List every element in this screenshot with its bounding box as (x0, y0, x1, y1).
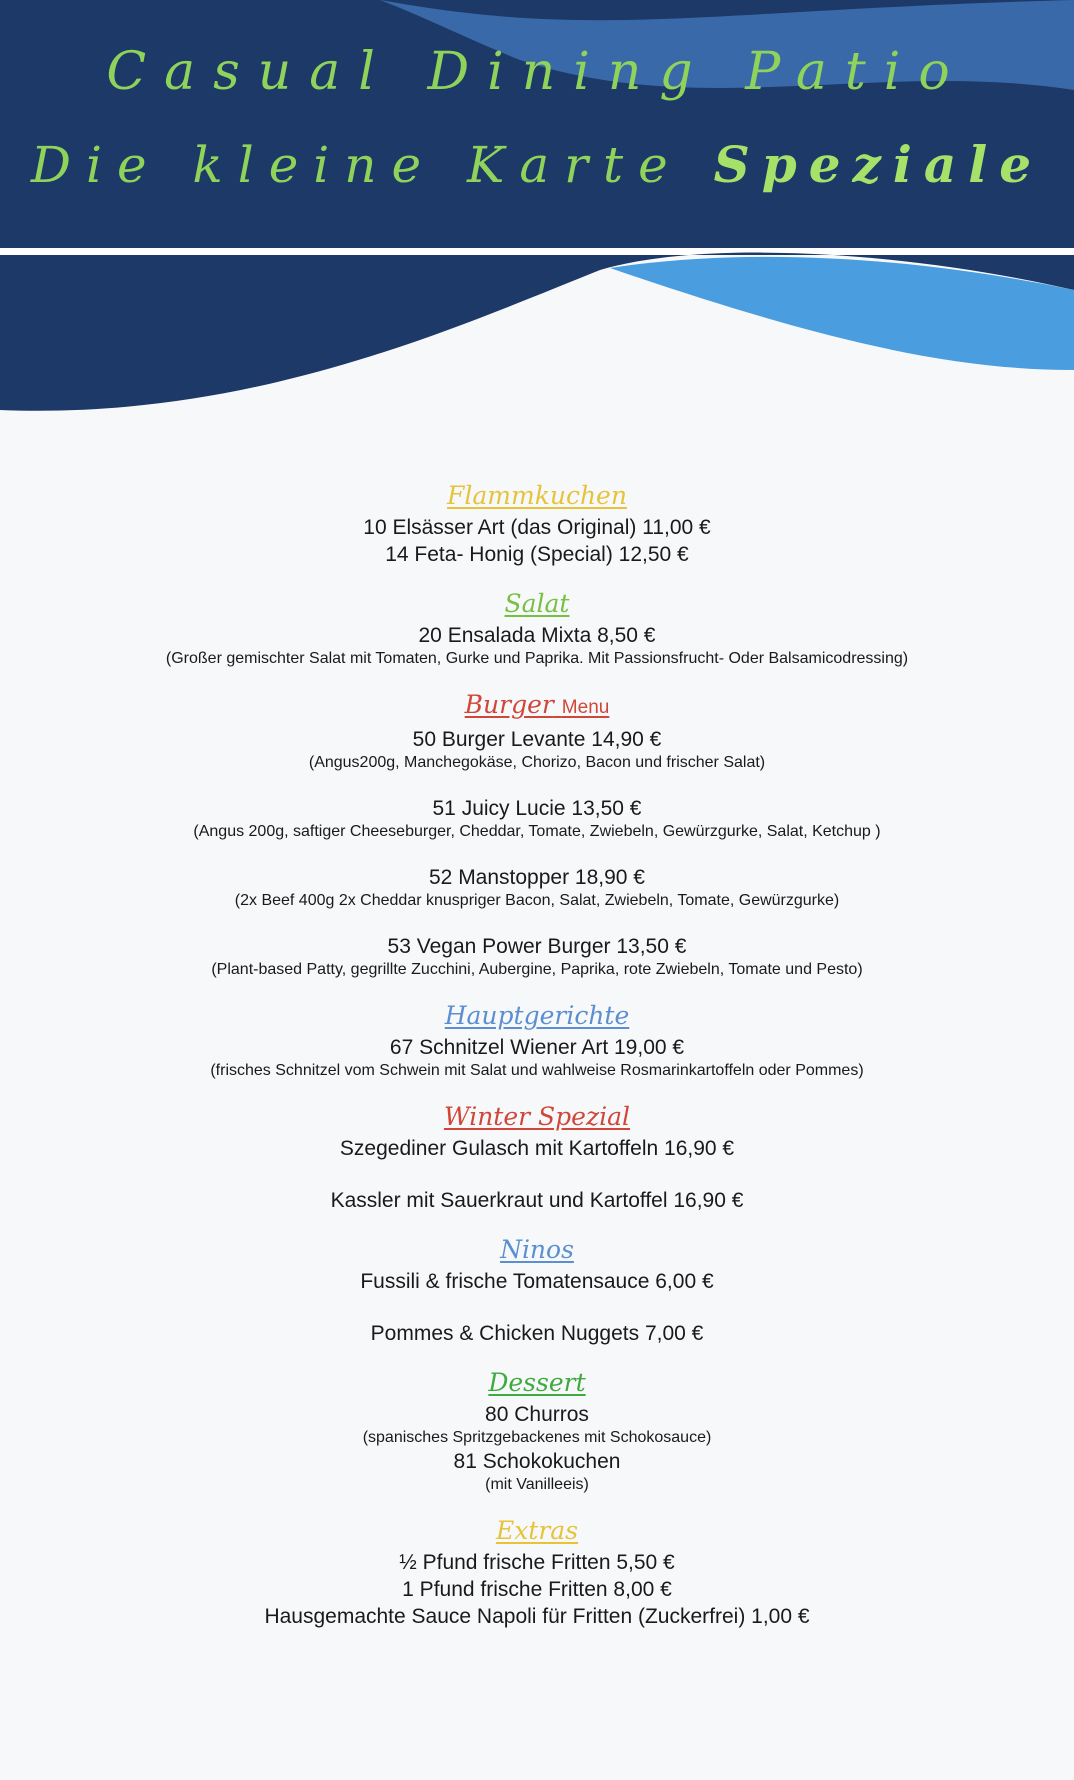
menu-item: Hausgemachte Sauce Napoli für Fritten (Zuckerfrei) 1,00 € (264, 1605, 810, 1628)
menu-header (0, 0, 1074, 430)
section-hauptgerichte (0, 980, 1074, 1081)
section-burger (0, 669, 1074, 980)
menu-subtitle-highlight: Speziale (713, 135, 1044, 194)
menu-item: 81 Schokokuchen (453, 1450, 621, 1473)
section-title-ninos: Ninos (500, 1235, 574, 1264)
section-title-hauptgerichte: Hauptgerichte (444, 1001, 630, 1030)
section-title-extras: Extras (495, 1516, 579, 1545)
section-title-dessert: Dessert (488, 1368, 586, 1397)
restaurant-name: Casual Dining Patio (106, 42, 968, 102)
menu-item: 80 Churros (485, 1403, 589, 1426)
menu-item-description: (Angus200g, Manchegokäse, Chorizo, Bacon und frischer Salat) (308, 754, 766, 771)
section-ninos (0, 1214, 1074, 1347)
section-title-burger (465, 687, 610, 726)
menu-item: Kassler mit Sauerkraut und Kartoffel 16,90 € (330, 1189, 744, 1212)
menu-item: 20 Ensalada Mixta 8,50 € (418, 624, 656, 647)
menu-item: ½ Pfund frische Fritten 5,50 € (399, 1551, 675, 1574)
menu-item-description: (Großer gemischter Salat mit Tomaten, Gurke und Paprika. Mit Passionsfrucht- Oder Balsamicodressing) (165, 650, 909, 667)
section-salat (0, 568, 1074, 669)
menu-item: Pommes & Chicken Nuggets 7,00 € (370, 1322, 704, 1345)
section-title-flammkuchen: Flammkuchen (447, 481, 627, 510)
menu-item-description: (frisches Schnitzel vom Schwein mit Salat und wahlweise Rosmarinkartoffeln oder Pommes) (210, 1062, 864, 1079)
menu-item-description: (2x Beef 400g 2x Cheddar knuspriger Bacon, Salat, Zwiebeln, Tomate, Gewürzgurke) (234, 892, 840, 909)
menu-item-description: (spanisches Spritzgebackenes mit Schokosauce) (362, 1429, 712, 1446)
menu-item: 52 Manstopper 18,90 € (429, 866, 645, 889)
menu-item: 53 Vegan Power Burger 13,50 € (387, 935, 687, 958)
section-title-burger-suffix: Menu (561, 697, 610, 718)
section-extras (0, 1495, 1074, 1630)
menu-item-description: (Angus 200g, saftiger Cheeseburger, Cheddar, Tomate, Zwiebeln, Gewürzgurke, Salat, Ketchup ) (193, 823, 881, 840)
menu-item: 67 Schnitzel Wiener Art 19,00 € (389, 1036, 685, 1059)
section-title-salat: Salat (504, 589, 570, 618)
menu-item: 14 Feta- Honig (Special) 12,50 € (385, 543, 689, 566)
menu-item: Szegediner Gulasch mit Kartoffeln 16,90 € (339, 1137, 735, 1160)
menu-item-description: (Plant-based Patty, gegrillte Zucchini, Aubergine, Paprika, rote Zwiebeln, Tomate und Pesto) (211, 961, 863, 978)
section-title-burger-main: Burger (464, 690, 554, 719)
menu-subtitle-prefix: Die kleine Karte (30, 136, 683, 194)
menu-subtitle (0, 135, 1074, 194)
menu-item-description: (mit Vanilleeis) (485, 1476, 589, 1493)
menu-item: Fussili & frische Tomatensauce 6,00 € (360, 1270, 714, 1293)
section-title-winter-spezial: Winter Spezial (443, 1102, 631, 1131)
menu-item: 10 Elsässer Art (das Original) 11,00 € (363, 516, 711, 539)
section-winter-spezial (0, 1081, 1074, 1214)
menu-item: 50 Burger Levante 14,90 € (412, 728, 662, 751)
menu-item: 51 Juicy Lucie 13,50 € (432, 797, 642, 820)
section-dessert (0, 1347, 1074, 1495)
section-flammkuchen (0, 478, 1074, 568)
menu-item: 1 Pfund frische Fritten 8,00 € (402, 1578, 672, 1601)
menu-content (0, 478, 1074, 1630)
